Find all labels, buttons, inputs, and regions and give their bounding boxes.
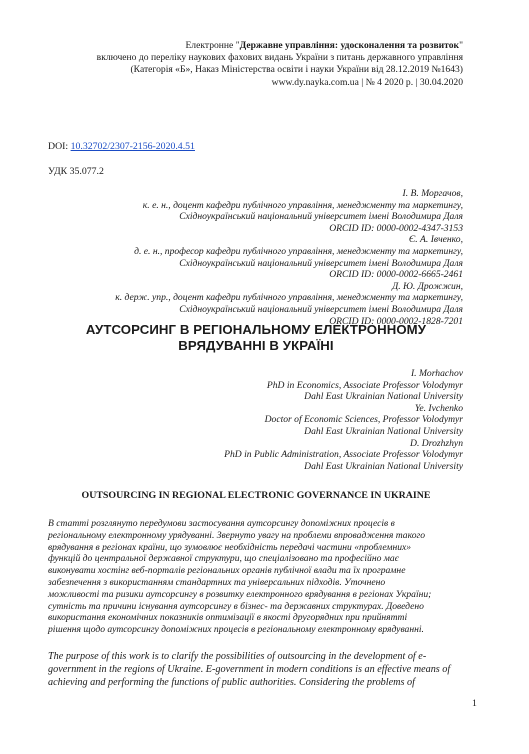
doi [48, 141, 195, 152]
abstract-ua-line: використання економічних показників оптимізації в якості другорядних при прийнятті [48, 612, 408, 624]
abstract-ua-line: можливості та ризики аутсорсингу в розвитку електронного врядування в регіонах України; [48, 588, 432, 600]
title-ua [48, 322, 464, 354]
header-line-4: www.dy.nayka.com.ua | № 4 2020 р. | 30.04.2020 [271, 76, 463, 88]
abstract-en-line: government in the regions of Ukraine. E-government in modern conditions is an effective means of [48, 664, 451, 676]
author-orcid: ORCID ID: 0000-0002-4347-3153 [329, 222, 463, 234]
doi-label: DOI: [48, 141, 71, 152]
doi-link[interactable]: 10.32702/2307-2156-2020.4.51 [70, 141, 195, 152]
abstract-ua-line: сутність та причини існування аутсорсингу в бізнес- та державних структурах. Доведено [48, 600, 424, 612]
journal-name: Державне управління: удосконалення та розвиток [239, 40, 460, 51]
abstract-ua-line: функцій до центральної державної структури, що спеціалізовано та професійно має [48, 553, 399, 565]
header-line-1: Електронне "Державне управління: удосконалення та розвиток" [185, 40, 463, 51]
author-affiliation: Східноукраїнський національний університет імені Володимира Даля [179, 257, 463, 269]
author-affiliation: Східноукраїнський національний університет імені Володимира Даля [179, 303, 463, 315]
author-en-line: Dahl East Ukrainian National University [304, 425, 463, 437]
author-en-line: Doctor of Economic Sciences, Professor Volodymyr [264, 414, 463, 426]
author-en-line: PhD in Economics, Associate Professor Volodymyr [266, 379, 463, 391]
author-name: Д. Ю. Дрожжин, [392, 280, 463, 292]
abstract-ua-line: врядування в регіонах країни, що зумовлює необхідність передачі частини «проблемних» [48, 541, 412, 553]
author-name: І. В. Моргачов, [402, 188, 463, 199]
abstract-en-line: The purpose of this work is to clarify the possibilities of outsourcing in the development of e- [48, 651, 427, 662]
abstract-en-line: achieving and performing the functions of public authorities. Considering the problems of [48, 677, 415, 689]
author-orcid: ORCID ID: 0000-0002-6665-2461 [329, 269, 463, 281]
author-en-line: D. Drozhzhyn [410, 437, 463, 449]
udk-code: УДК 35.077.2 [48, 166, 104, 177]
title-en: OUTSOURCING IN REGIONAL ELECTRONIC GOVERNANCE IN UKRAINE [81, 490, 431, 501]
abstract-ua-line: В статті розглянуто передумови застосування аутсорсингу допоміжних процесів в [48, 518, 395, 529]
abstract-ua-line: забезпечення з використанням стандартних та універсальних підходів. Уточнено [48, 576, 386, 588]
abstract-ua-line: рішення щодо аутсорсингу допоміжних процесів в регіональному електронному врядуванні. [48, 624, 424, 636]
author-affiliation: к. держ. упр., доцент кафедри публічного управління, менеджменту та маркетингу, [115, 292, 463, 304]
abstract-ua [48, 518, 480, 636]
author-affiliation: Східноукраїнський національний університет імені Володимира Даля [179, 211, 463, 223]
title-ua-line: ВРЯДУВАННІ В УКРАЇНІ [178, 338, 334, 353]
journal-header [23, 40, 463, 89]
author-en-line: I. Morhachov [410, 368, 463, 379]
abstract-en [48, 650, 480, 690]
author-orcid: ORCID ID: 0000-0002-1828-7201 [329, 315, 463, 327]
author-name: Є. А. Івченко, [408, 234, 463, 246]
abstract-ua-line: регіональному електронному урядуванні. Звернуто увагу на проблеми впровадження такого [48, 529, 426, 541]
abstract-ua-line: виконувати хостінг веб-порталів регіональних органів публічної влади та їх програмне [48, 565, 406, 577]
author-affiliation: д. е. н., професор кафедри публічного управління, менеджменту та маркетингу, [134, 245, 463, 257]
authors-en [23, 368, 463, 472]
page-number: 1 [472, 698, 477, 709]
header-line-2: включено до переліку наукових фахових видань України з питань державного управління [96, 52, 463, 64]
header-line-3: (Категорія «Б», Наказ Міністерства освіти і науки України від 28.12.2019 №1643) [130, 64, 463, 76]
author-en-line: Dahl East Ukrainian National University [304, 460, 463, 472]
author-en-line: PhD in Public Administration, Associate Professor Volodymyr [224, 449, 463, 461]
author-affiliation: к. е. н., доцент кафедри публічного управління, менеджменту та маркетингу, [142, 199, 463, 211]
authors-ua [23, 188, 463, 327]
author-en-line: Dahl East Ukrainian National University [304, 391, 463, 403]
author-en-line: Ye. Ivchenko [414, 402, 463, 414]
title-ua-line: АУТСОРСИНГ В РЕГІОНАЛЬНОМУ ЕЛЕКТРОННОМУ [85, 322, 427, 337]
